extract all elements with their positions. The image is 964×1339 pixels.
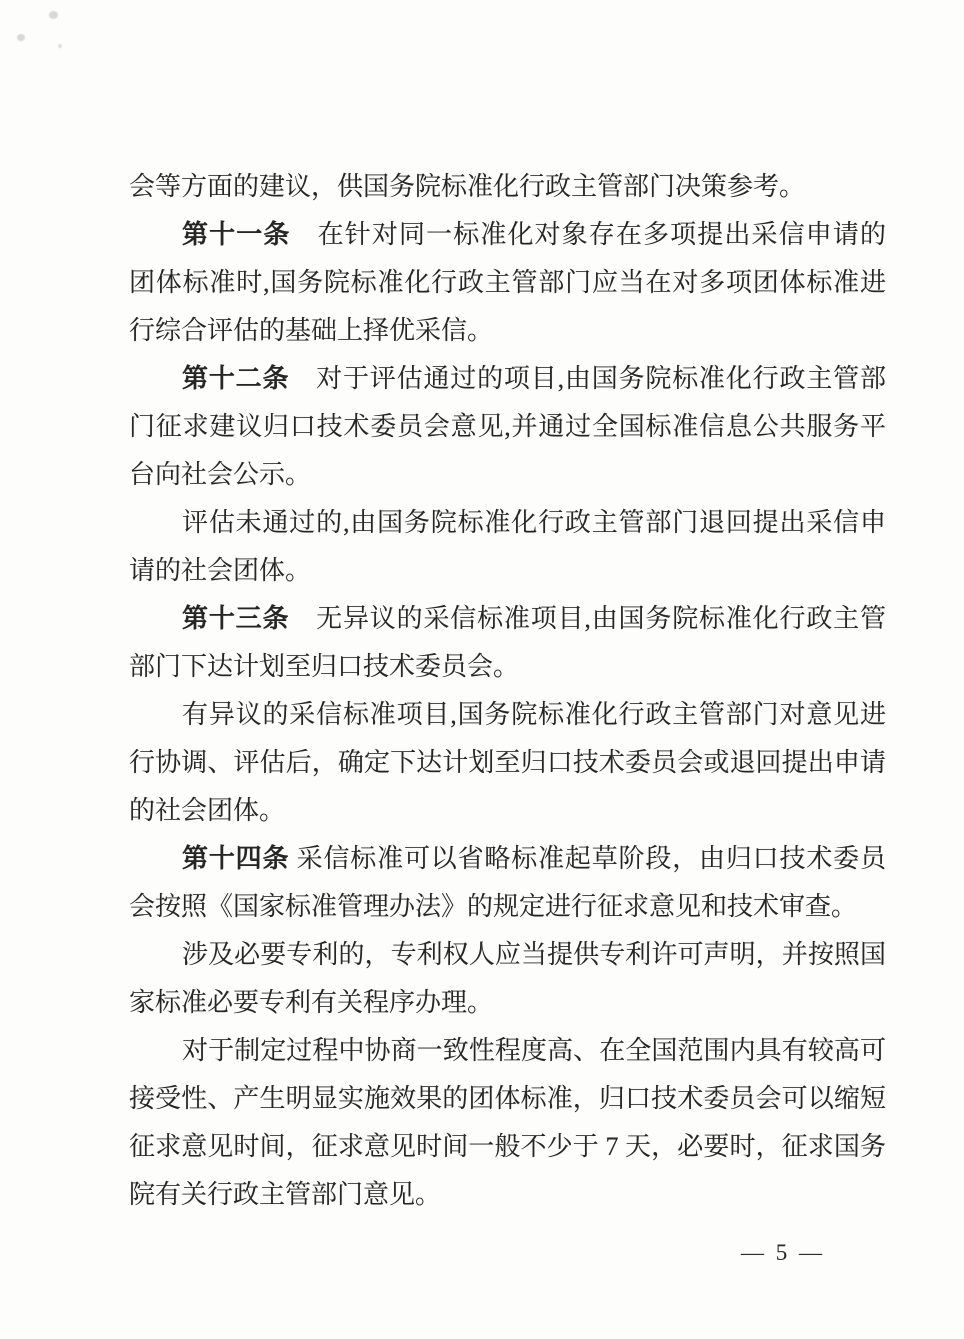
line-text: 的社会团体。 [129,796,286,825]
line-text: 家标准必要专利有关程序办理。 [129,988,494,1017]
line-text: 对于评估通过的项目,由国务院标准化行政主管部 [316,364,886,393]
line-text: 团体标准时,国务院标准化行政主管部门应当在对多项团体标准进 [129,268,886,297]
line-text: 涉及必要专利的，专利权人应当提供专利许可声明，并按照国 [182,940,886,969]
article-number: 第十二条 [182,364,317,393]
scan-artifact [17,34,25,41]
line-text: 会等方面的建议，供国务院标准化行政主管部门决策参考。 [129,172,806,201]
text-line [129,403,886,451]
line-text: 有异议的采信标准项目,国务院标准化行政主管部门对意见进 [182,700,886,729]
line-text: 会按照《国家标准管理办法》的规定进行征求意见和技术审查。 [129,892,858,921]
text-line [129,931,886,979]
line-text: 门征求建议归口技术委员会意见,并通过全国标准信息公共服务平 [129,412,886,441]
text-line [129,979,886,1027]
line-text: 台向社会公示。 [129,460,312,489]
article-line [129,211,886,259]
text-line [129,499,886,547]
text-line [129,787,886,835]
article-line [129,835,886,883]
article-number: 第十一条 [182,220,318,249]
line-text: 部门下达计划至归口技术委员会。 [129,652,520,681]
text-line [129,1075,886,1123]
scan-artifact [58,44,62,48]
text-line [129,1027,886,1075]
article-number: 第十三条 [182,604,317,633]
text-line [129,1123,886,1171]
line-text: 征求意见时间，征求意见时间一般不少于 7 天，必要时，征求国务 [129,1132,886,1161]
article-line [129,355,886,403]
text-line [129,547,886,595]
text-line [129,883,886,931]
text-line [129,691,886,739]
line-text: 接受性、产生明显实施效果的团体标准，归口技术委员会可以缩短 [129,1084,886,1113]
text-line [129,259,886,307]
line-text: 行协调、评估后，确定下达计划至归口技术委员会或退回提出申请 [129,748,886,777]
text-line [129,163,886,211]
line-text: 在针对同一标准化对象存在多项提出采信申请的 [317,220,886,249]
scan-artifact [49,11,58,19]
line-text: 采信标准可以省略标准起草阶段，由归口技术委员 [296,844,886,873]
text-line [129,307,886,355]
line-text: 对于制定过程中协商一致性程度高、在全国范围内具有较高可 [182,1036,886,1065]
text-line [129,739,886,787]
line-text: 无异议的采信标准项目,由国务院标准化行政主管 [316,604,886,633]
text-line [129,451,886,499]
page-number: — 5 — [741,1240,825,1265]
line-text: 请的社会团体。 [129,556,312,585]
document-body [129,163,886,1219]
text-line [129,1171,886,1219]
line-text: 评估未通过的,由国务院标准化行政主管部门退回提出采信申 [182,508,886,537]
line-text: 院有关行政主管部门意见。 [129,1180,442,1209]
line-text: 行综合评估的基础上择优采信。 [129,316,494,345]
text-line [129,643,886,691]
article-number: 第十四条 [182,844,297,873]
article-line [129,595,886,643]
